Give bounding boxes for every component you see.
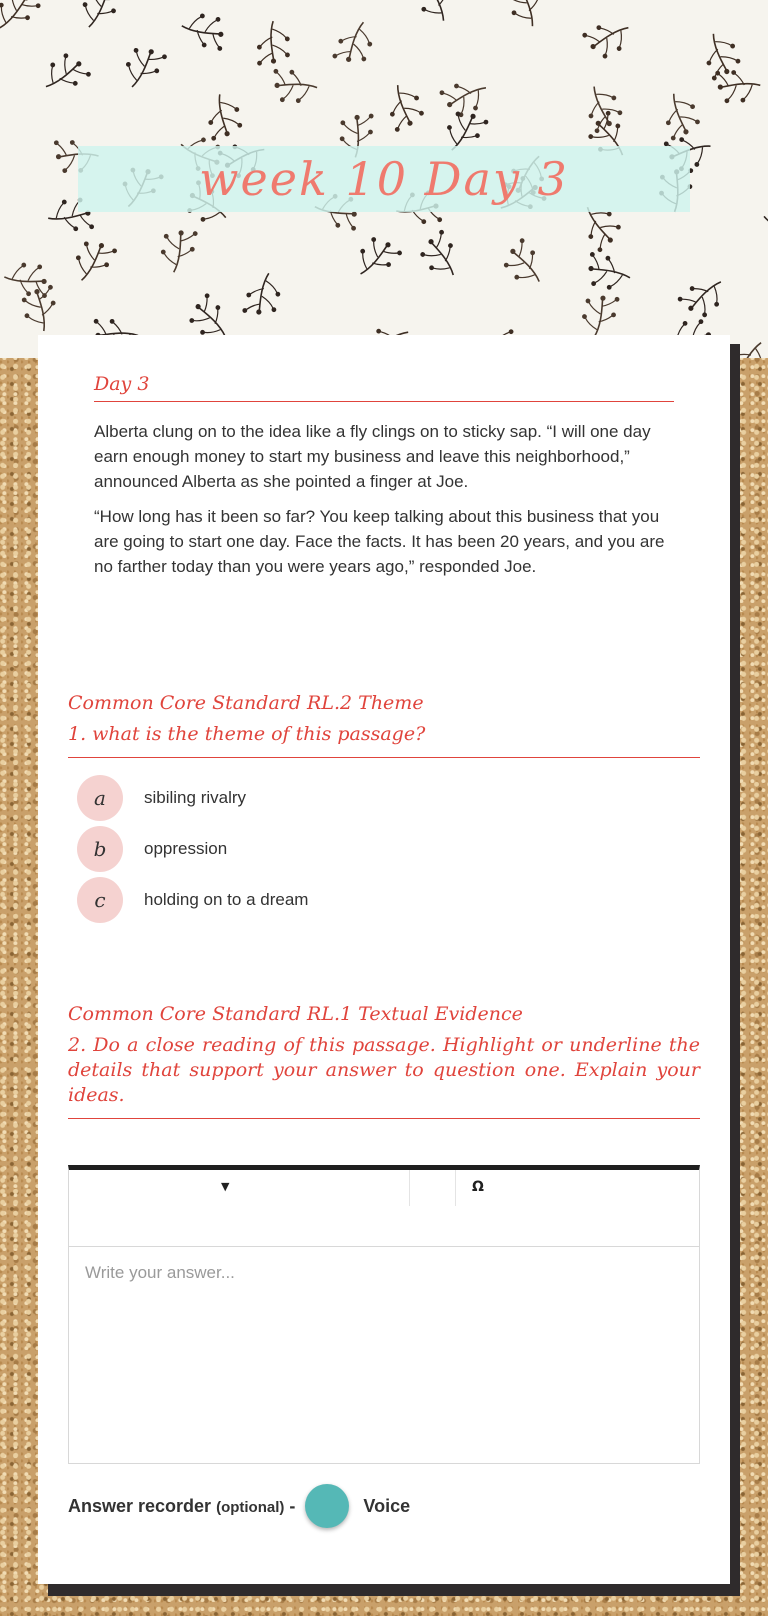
title-band [78, 146, 690, 212]
sprig-icon [715, 69, 761, 104]
option-b[interactable] [68, 823, 700, 874]
answer-options [68, 772, 700, 925]
sprig-icon [2, 261, 50, 299]
question-2-standard: Common Core Standard RL.1 Textual Evidence [68, 1003, 523, 1025]
sprig-icon [67, 234, 118, 289]
record-voice-button[interactable] [305, 1484, 349, 1528]
sprig-icon [382, 80, 427, 132]
option-b-letter[interactable]: b [77, 826, 123, 872]
question-2-text: 2. Do a close reading of this passage. Highlight or underline the details that support your answer to question one. Explain your ideas. [68, 1033, 700, 1119]
option-c[interactable] [68, 874, 700, 925]
question-1 [68, 692, 700, 925]
answer-recorder [68, 1483, 700, 1529]
sprig-icon [257, 21, 290, 66]
sprig-icon [578, 290, 620, 341]
sprig-icon [0, 114, 6, 167]
sprig-icon [698, 28, 744, 81]
day-label: Day 3 [94, 373, 674, 402]
sprig-icon [74, 0, 124, 35]
question-1-standard: Common Core Standard RL.2 Theme [68, 692, 424, 714]
format-dropdown[interactable] [221, 1180, 229, 1193]
toolbar-divider [409, 1170, 410, 1206]
recorder-label [68, 1496, 295, 1517]
question-2 [68, 1003, 700, 1119]
sprig-icon [0, 0, 42, 39]
worksheet-paper [38, 335, 730, 1584]
sprig-icon [412, 0, 459, 27]
sprig-icon [415, 229, 467, 284]
sprig-icon [658, 89, 703, 141]
toolbar-divider [455, 1170, 456, 1206]
special-character-button[interactable]: Ω [472, 1179, 484, 1195]
option-a[interactable] [68, 772, 700, 823]
answer-editor [68, 1165, 700, 1464]
recorder-dash: - [289, 1495, 296, 1516]
option-c-letter[interactable]: c [77, 877, 123, 923]
sprig-icon [158, 226, 198, 276]
sprig-icon [242, 269, 285, 320]
recorder-label-text: Answer recorder [68, 1495, 212, 1516]
sprig-icon [349, 230, 403, 285]
option-c-text[interactable]: holding on to a dream [144, 889, 309, 909]
answer-textarea[interactable] [69, 1247, 699, 1459]
voice-label[interactable]: Voice [363, 1495, 411, 1516]
option-a-text[interactable]: sibiling rivalry [144, 787, 247, 807]
sprig-icon [583, 252, 634, 294]
passage-paragraph: “How long has it been so far? You keep talking about this business that you are going to start one day. Face the facts. It has been 20 years, and you are no farther today than you were years ago,” responded Joe. [94, 507, 665, 576]
sprig-icon [755, 202, 768, 253]
sprig-icon [37, 48, 92, 100]
sprig-icon [178, 10, 228, 52]
sprig-icon [332, 16, 379, 69]
sprig-icon [439, 73, 493, 121]
sprig-icon [272, 69, 318, 104]
reading-passage [94, 419, 674, 589]
option-a-letter[interactable]: a [77, 775, 123, 821]
sprig-icon [677, 270, 732, 324]
sprig-icon [498, 237, 552, 292]
header-banner [0, 0, 768, 358]
passage-paragraph: Alberta clung on to the idea like a fly clings on to sticky sap. “I will one day earn enough money to start my business and leave this neighborhood,” announced Alberta as she pointed a finger at Joe. [94, 422, 651, 491]
page-title: week 10 Day 3 [199, 152, 569, 206]
sprig-icon [504, 0, 548, 31]
sprig-icon [118, 40, 168, 95]
sprig-icon [581, 13, 636, 63]
caret-down-icon: ▼ [221, 1180, 230, 1193]
editor-toolbar [69, 1170, 699, 1247]
sprig-icon [204, 91, 244, 141]
option-b-text[interactable]: oppression [144, 838, 228, 858]
question-1-text: 1. what is the theme of this passage? [68, 722, 700, 758]
recorder-optional: (optional) [216, 1498, 285, 1516]
sprig-icon [20, 285, 60, 334]
